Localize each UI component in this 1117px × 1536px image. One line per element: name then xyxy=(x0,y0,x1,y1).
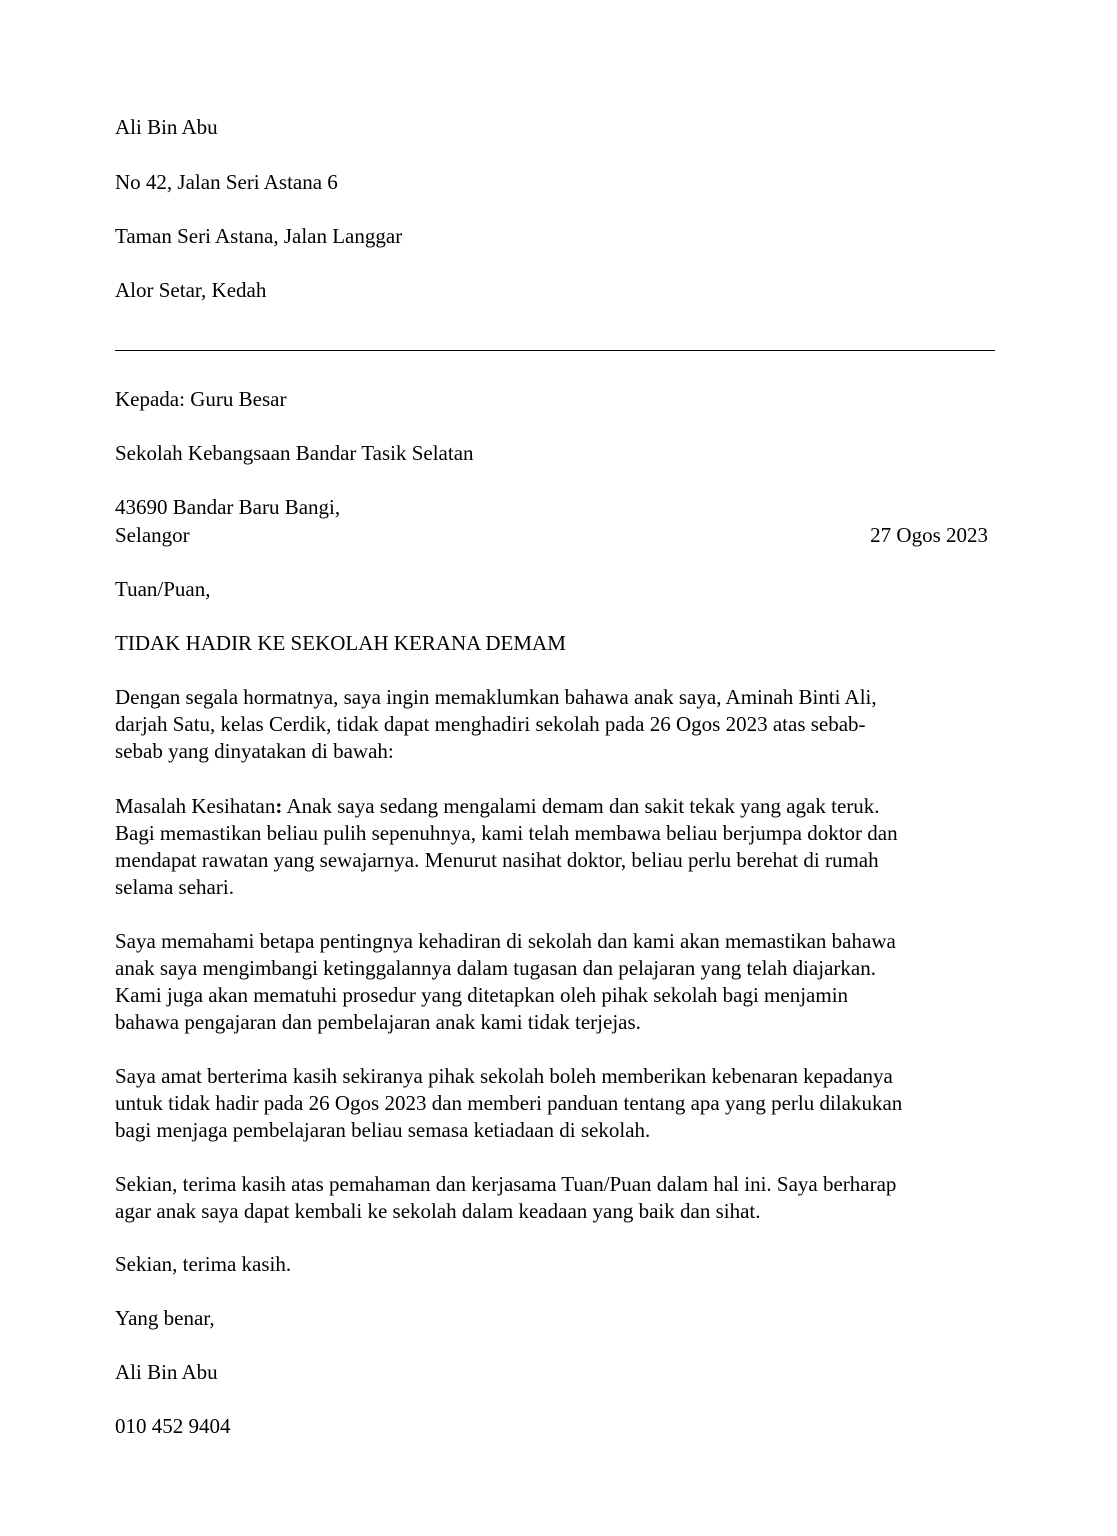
paragraph-line: agar anak saya dapat kembali ke sekolah dalam keadaan yang baik dan sihat. xyxy=(115,1199,761,1223)
recipient-school: Sekolah Kebangsaan Bandar Tasik Selatan xyxy=(115,441,474,465)
signer-phone: 010 452 9404 xyxy=(115,1414,231,1438)
paragraph-line: darjah Satu, kelas Cerdik, tidak dapat menghadiri sekolah pada 26 Ogos 2023 atas sebab- xyxy=(115,712,866,736)
closing-thanks: Sekian, terima kasih. xyxy=(115,1252,292,1276)
sign-off: Yang benar, xyxy=(115,1306,215,1330)
recipient-to-line: Kepada: Guru Besar xyxy=(115,387,287,411)
signer-name: Ali Bin Abu xyxy=(115,1360,218,1384)
label-colon: : xyxy=(275,794,283,818)
body-paragraph-4 xyxy=(115,1063,995,1144)
body-paragraph-1 xyxy=(115,684,995,765)
paragraph-line: bahawa pengajaran dan pembelajaran anak kami tidak terjejas. xyxy=(115,1010,641,1034)
recipient-address-line-2: Selangor xyxy=(115,523,190,547)
sender-address-line-1: No 42, Jalan Seri Astana 6 xyxy=(115,170,338,194)
paragraph-line: Kami juga akan mematuhi prosedur yang ditetapkan oleh pihak sekolah bagi menjamin xyxy=(115,983,849,1007)
paragraph-line: selama sehari. xyxy=(115,875,234,899)
paragraph-line: Dengan segala hormatnya, saya ingin memaklumkan bahawa anak saya, Aminah Binti Ali, xyxy=(115,685,877,709)
sender-address-line-3: Alor Setar, Kedah xyxy=(115,278,267,302)
letter-date: 27 Ogos 2023 xyxy=(870,523,988,547)
letter-subject: TIDAK HADIR KE SEKOLAH KERANA DEMAM xyxy=(115,631,566,655)
body-paragraph-5 xyxy=(115,1171,995,1225)
recipient-address-line-1: 43690 Bandar Baru Bangi, xyxy=(115,495,341,519)
body-paragraph-2 xyxy=(115,793,995,901)
sender-address-line-2: Taman Seri Astana, Jalan Langgar xyxy=(115,224,403,248)
salutation: Tuan/Puan, xyxy=(115,577,211,601)
paragraph-line: bagi menjaga pembelajaran beliau semasa ketiadaan di sekolah. xyxy=(115,1118,651,1142)
paragraph-line: Bagi memastikan beliau pulih sepenuhnya, kami telah membawa beliau berjumpa doktor dan xyxy=(115,821,898,845)
paragraph-line: anak saya mengimbangi ketinggalannya dalam tugasan dan pelajaran yang telah diajarkan. xyxy=(115,956,876,980)
paragraph-line: Sekian, terima kasih atas pemahaman dan kerjasama Tuan/Puan dalam hal ini. Saya berharap xyxy=(115,1172,897,1196)
paragraph-line: Saya memahami betapa pentingnya kehadiran di sekolah dan kami akan memastikan bahawa xyxy=(115,929,896,953)
sender-name: Ali Bin Abu xyxy=(115,115,218,139)
header-divider xyxy=(115,350,995,351)
paragraph-line xyxy=(115,793,995,820)
paragraph-line: sebab yang dinyatakan di bawah: xyxy=(115,739,394,763)
health-issue-label: Masalah Kesihatan xyxy=(115,794,276,818)
health-issue-text: Anak saya sedang mengalami demam dan sakit tekak yang agak teruk. xyxy=(282,794,880,818)
paragraph-line: Saya amat berterima kasih sekiranya pihak sekolah boleh memberikan kebenaran kepadanya xyxy=(115,1064,893,1088)
paragraph-line: mendapat rawatan yang sewajarnya. Menurut nasihat doktor, beliau perlu berehat di rumah xyxy=(115,848,879,872)
paragraph-line: untuk tidak hadir pada 26 Ogos 2023 dan memberi panduan tentang apa yang perlu dilakukan xyxy=(115,1091,903,1115)
body-paragraph-3 xyxy=(115,928,995,1036)
